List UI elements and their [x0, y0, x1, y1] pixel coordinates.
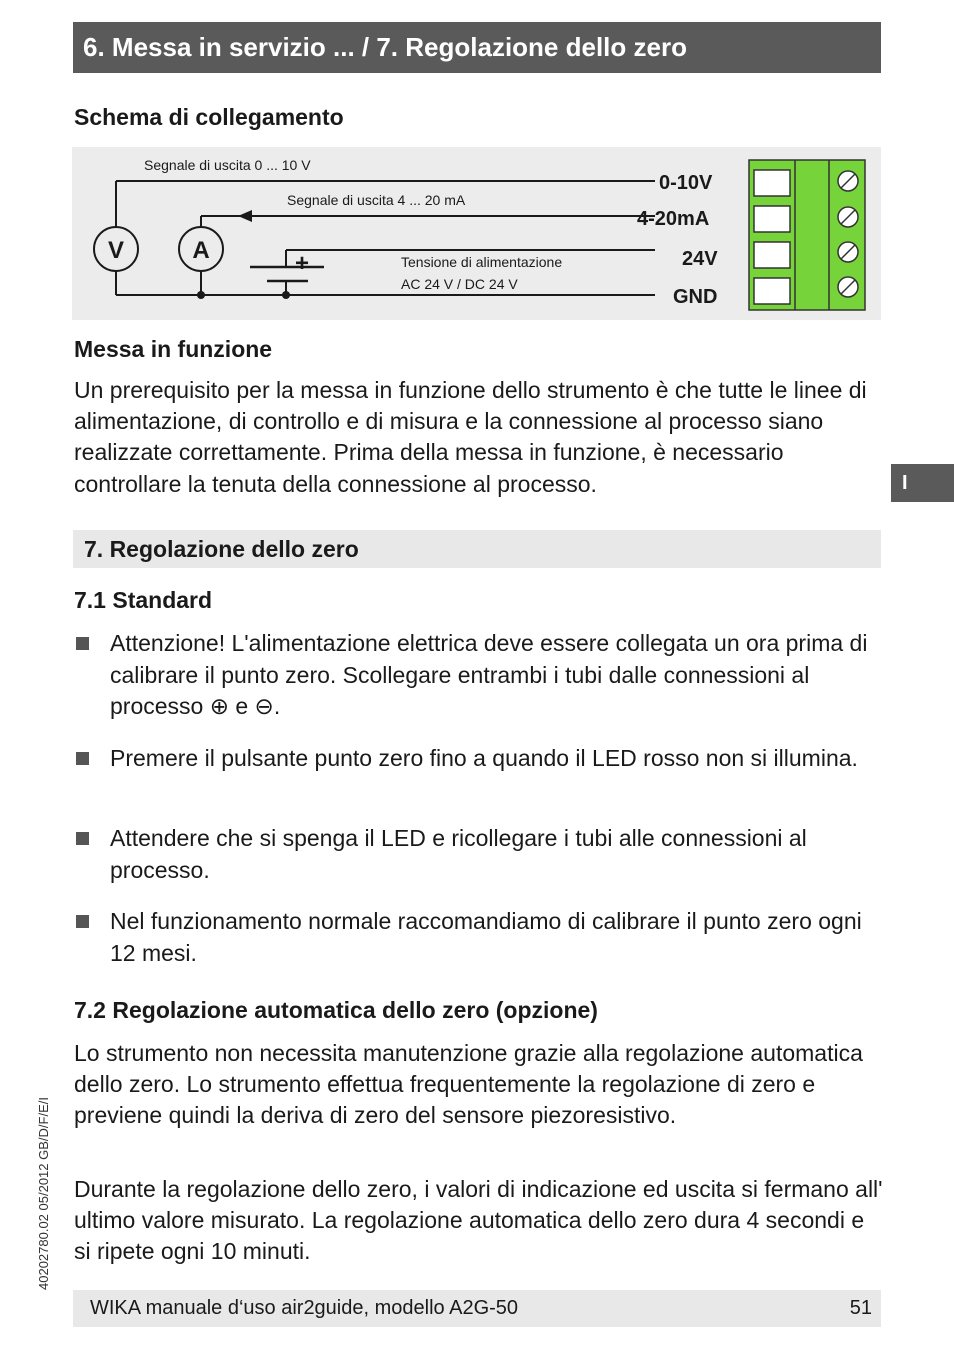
ammeter-label: A: [192, 237, 210, 264]
voltage-output-label: Segnale di uscita 0 ... 10 V: [144, 157, 311, 173]
auto-zero-paragraph-2: Durante la regolazione dello zero, i valori di indicazione ed uscita si fermano all' ultimo valore misurato. La regolazione automatica dello zero dura 4 secondi e si ripete ogni 10 minuti.: [74, 1176, 883, 1265]
terminal-label-0-10v: 0-10V: [659, 172, 713, 194]
list-item: [74, 906, 886, 969]
language-tab: I: [891, 464, 954, 502]
subsection-auto-zero-heading: 7.2 Regolazione automatica dello zero (opzione): [74, 997, 598, 1023]
current-arrow-icon: [238, 210, 252, 222]
voltmeter-label: V: [107, 237, 125, 264]
current-output-label: Segnale di uscita 4 ... 20 mA: [287, 192, 466, 208]
page-number: 51: [849, 1297, 872, 1319]
commissioning-heading: Messa in funzione: [74, 336, 273, 362]
wiring-diagram-svg: [72, 147, 881, 320]
bullet-square-icon: [76, 637, 89, 650]
list-item: [74, 743, 886, 775]
wiring-diagram: [72, 147, 881, 320]
auto-zero-paragraph-1: Lo strumento non necessita manutenzione grazie alla regolazione automatica dello zero. Lo strumento effettua frequentemente la regolazione di zero e previene quindi la deriva di zero del sensore piezoresistivo.: [74, 1040, 863, 1129]
bullet-square-icon: [76, 915, 89, 928]
page-header-title: 6. Messa in servizio ... / 7. Regolazione dello zero: [73, 22, 881, 73]
bullet-square-icon: [76, 752, 89, 765]
terminal-label-gnd: GND: [673, 286, 718, 308]
list-item: [74, 628, 886, 723]
wiring-diagram-heading: Schema di collegamento: [74, 104, 344, 130]
terminal-label-24v: 24V: [682, 248, 718, 270]
bullet-square-icon: [76, 832, 89, 845]
battery-plus-sign: +: [294, 250, 310, 277]
list-item-text: Attenzione! L'alimentazione elettrica deve essere collegata un ora prima di calibrare il punto zero. Scollegare entrambi i tubi dalle connessioni al processo ⊕ e ⊖.: [110, 630, 868, 719]
section-title: 7. Regolazione dello zero: [73, 530, 881, 568]
terminal-label-4-20ma: 4-20mA: [637, 208, 710, 230]
list-item-text: Attendere che si spenga il LED e ricollegare i tubi alle connessioni al processo.: [110, 825, 807, 883]
list-item-text: Premere il pulsante punto zero fino a quando il LED rosso non si illumina.: [110, 745, 858, 771]
list-item: [74, 823, 886, 886]
commissioning-text: Un prerequisito per la messa in funzione dello strumento è che tutte le linee di alimentazione, di controllo e di misura e la connessione al processo siano realizzate correttamente. Prima della messa in funzione, è necessario controllare la tenuta della connessione al processo.: [74, 377, 867, 497]
document-code: 40202780.02 05/2012 GB/D/F/E/I: [36, 1097, 51, 1290]
subsection-standard-heading: 7.1 Standard: [74, 587, 213, 613]
page-footer: [73, 1290, 881, 1327]
list-item-text: Nel funzionamento normale raccomandiamo di calibrare il punto zero ogni 12 mesi.: [110, 908, 862, 966]
terminal-block: [749, 160, 865, 310]
footer-text: WIKA manuale d‘uso air2guide, modello A2G-50: [90, 1297, 519, 1319]
supply-label-line1: Tensione di alimentazione: [401, 254, 563, 270]
supply-label-line2: AC 24 V / DC 24 V: [401, 276, 518, 292]
